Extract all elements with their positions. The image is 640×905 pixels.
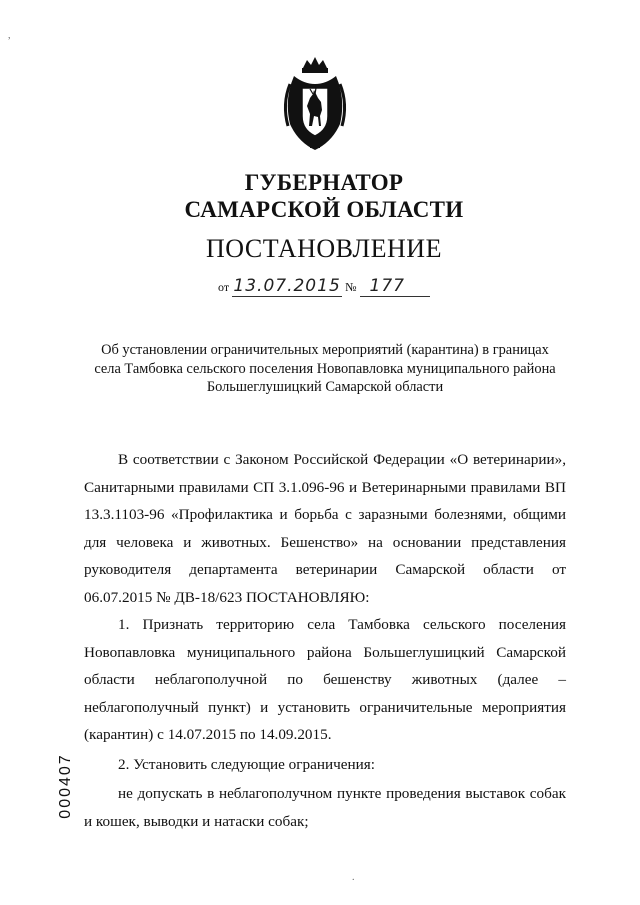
scan-mark: , [8, 30, 11, 41]
scan-mark: . [352, 872, 355, 883]
item-1-paragraph: 1. Признать территорию села Тамбовка сельского поселения Новопавловка муниципального района Большеглушицкий Самарской области неблагополучной по бешенству животных (далее – неблагополучный пункт) и установить ограничительные мероприятия (карантин) с 14.07.2015 по 14.09.2015. [84, 616, 566, 743]
number-prefix: № [345, 280, 357, 294]
preamble-paragraph: В соответствии с Законом Российской Федерации «О ветеринарии», Санитарными правилами СП 3.1.096-96 и Ветеринарными правилами ВП 13.3.1103-96 «Профилактика и борьба с заразными болезнями, общими для человека и животных. Бешенство» на основании представления руководителя департамента ветеринарии Самарской области от 06.07.2015 № ДВ-18/623 ПОСТАНОВЛЯЮ: [84, 451, 566, 606]
coat-of-arms-icon [280, 54, 350, 154]
subject-line: Об установлении ограничительных мероприятий (карантина) в границах [101, 342, 549, 358]
margin-serial-number: 000407 [57, 753, 74, 819]
date-number-line [218, 276, 430, 297]
issuer-title-line2: САМАРСКОЙ ОБЛАСТИ [184, 197, 464, 222]
item-2-sub-1-paragraph: не допускать в неблагополучном пункте проведения выставок собак и кошек, выводки и натаски собак; [84, 785, 566, 830]
number-value: 177 [360, 276, 430, 297]
date-value: 13.07.2015 [233, 276, 341, 296]
decree-subject [70, 341, 580, 397]
issuer-title-line1: ГУБЕРНАТОР [244, 170, 404, 195]
document-type-heading: ПОСТАНОВЛЕНИЕ [206, 234, 442, 263]
subject-line: села Тамбовка сельского поселения Новопавловка муниципального района [94, 360, 556, 377]
item-2-paragraph: 2. Установить следующие ограничения: [118, 755, 375, 773]
decree-body [84, 446, 566, 835]
date-prefix: от [218, 280, 230, 294]
subject-line: Большеглушицкий Самарской области [206, 379, 444, 395]
